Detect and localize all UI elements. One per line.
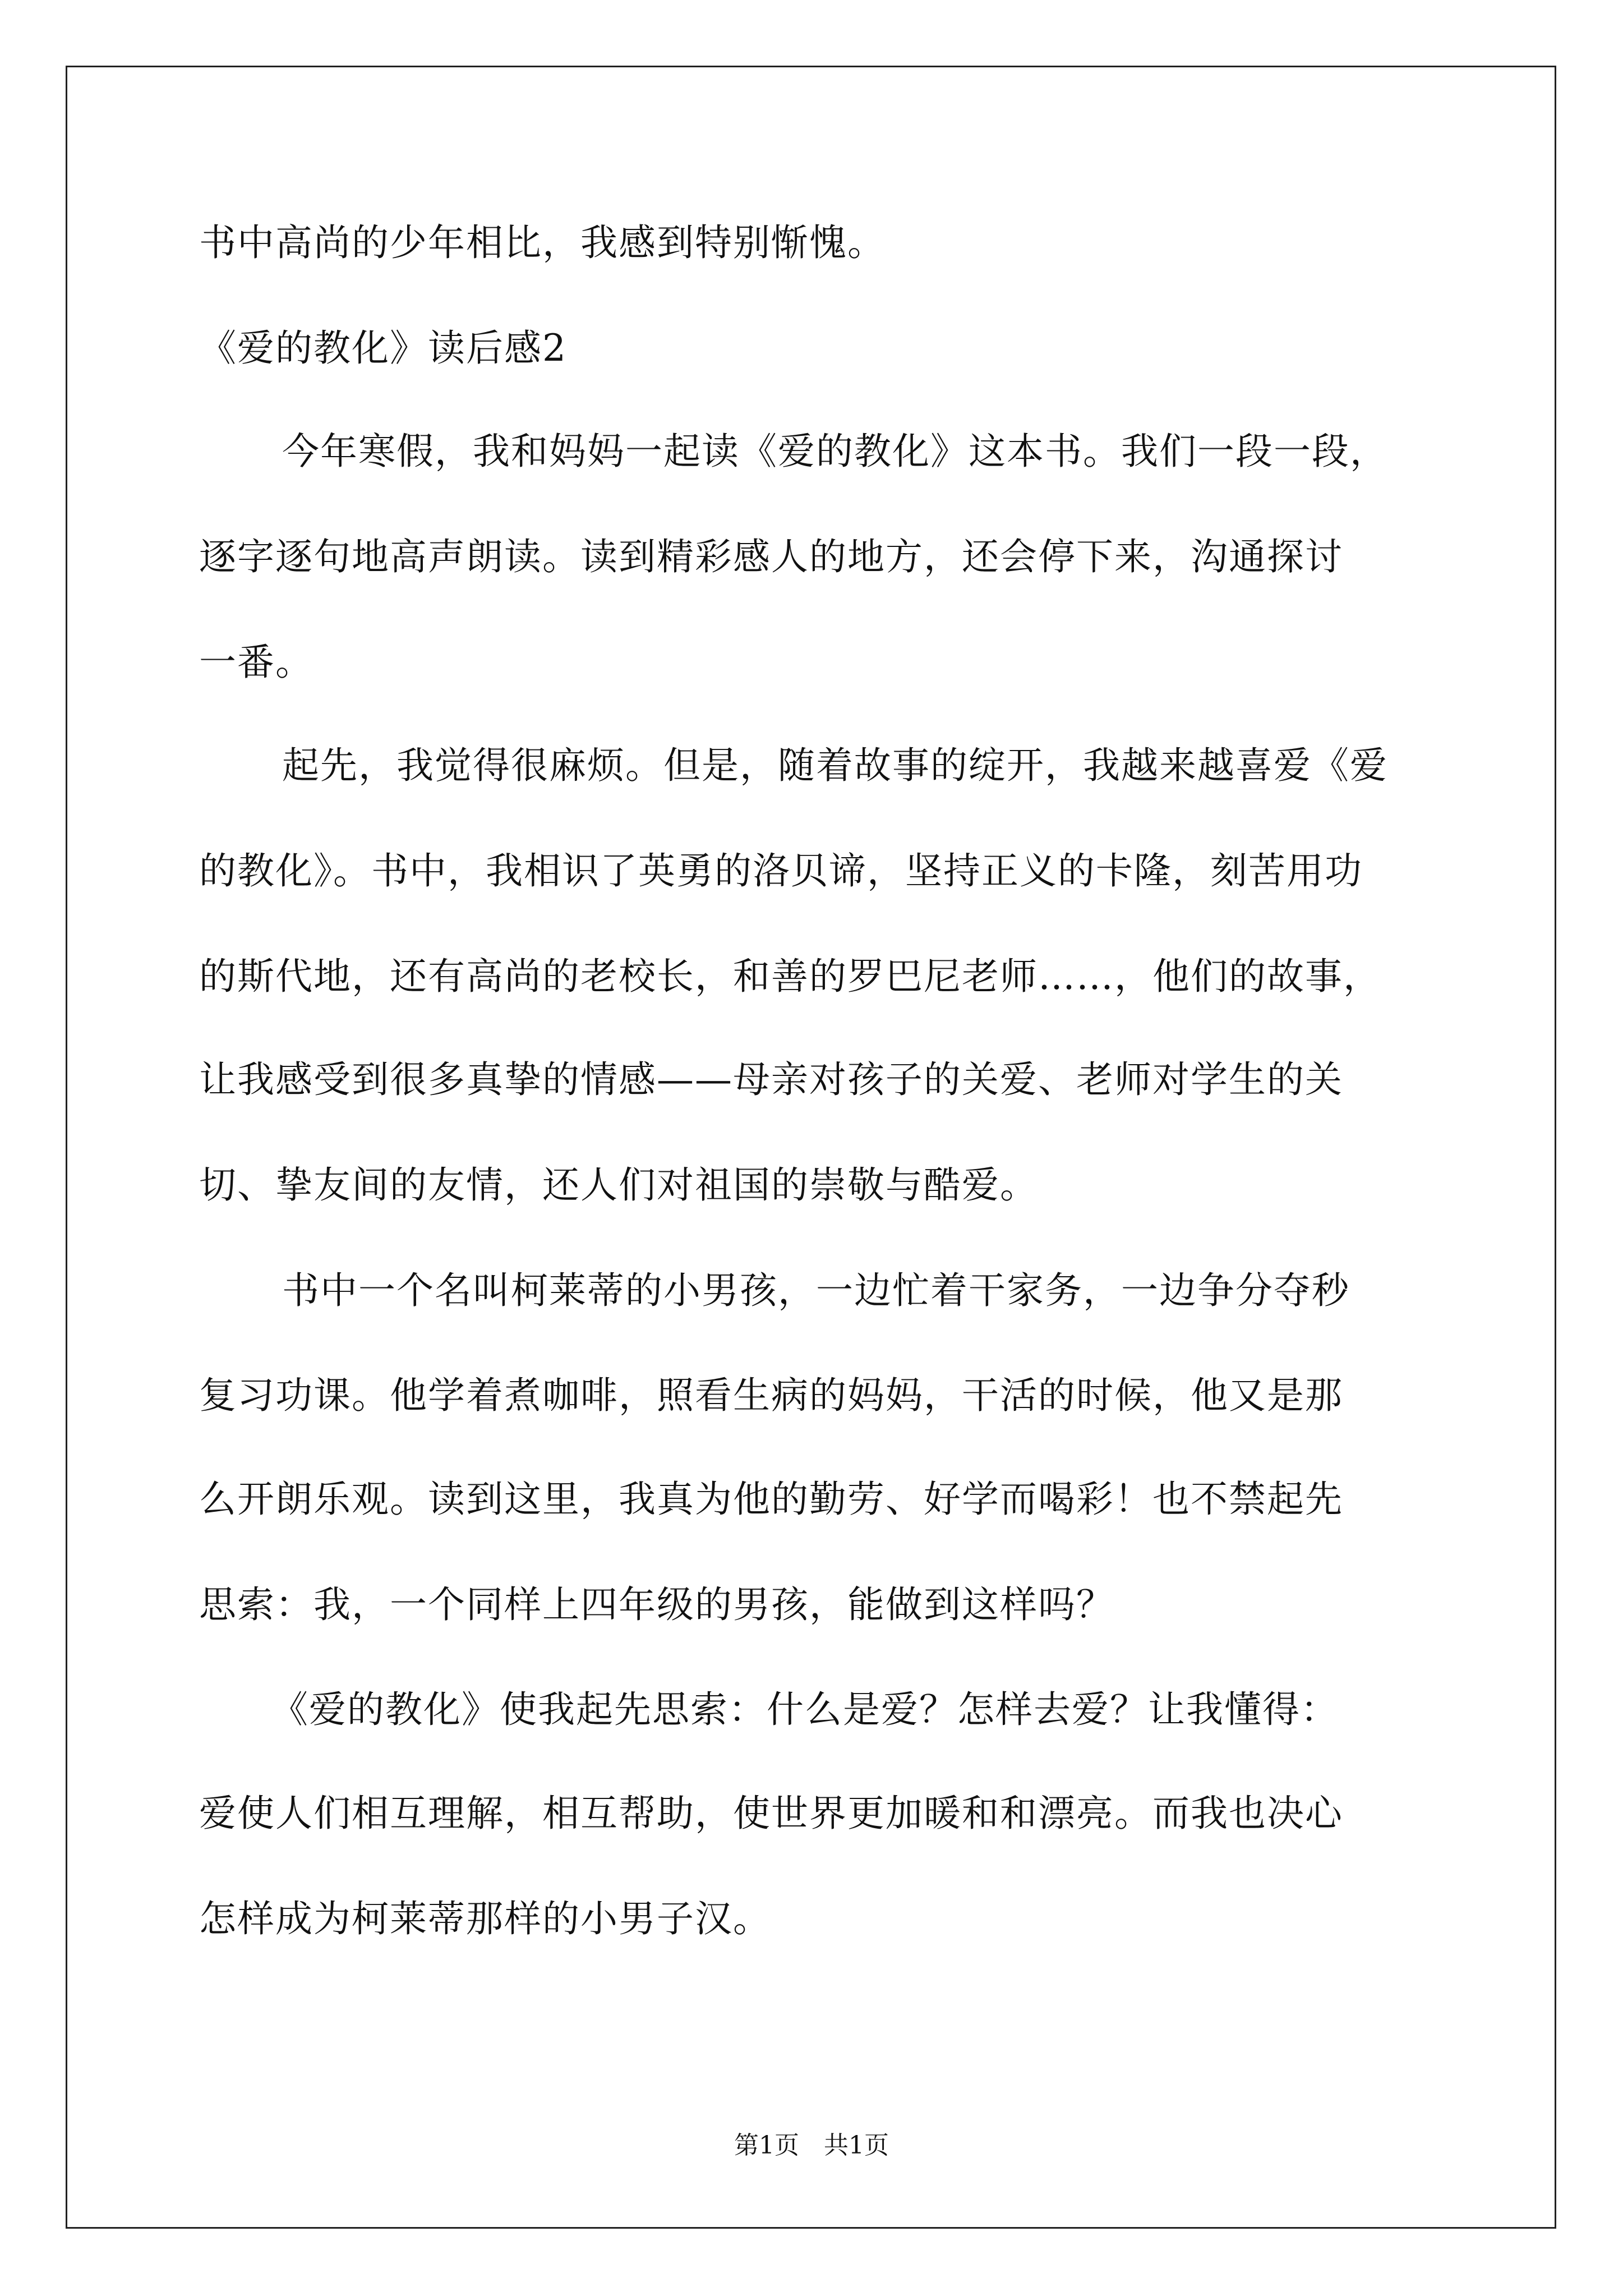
text-line: 书中高尚的少年相比，我感到特别惭愧。 — [199, 221, 886, 264]
text-line: 书中一个名叫柯莱蒂的小男孩，一边忙着干家务，一边争分夺秒 — [282, 1269, 1350, 1312]
text-line: 么开朗乐观。读到这里，我真为他的勤劳、好学而喝彩！也不禁起先 — [199, 1478, 1343, 1521]
text-line: 复习功课。他学着煮咖啡，照看生病的妈妈，干活的时候，他又是那 — [199, 1374, 1343, 1417]
page-footer: 第1页 共1页 — [734, 2131, 889, 2160]
text-line: 爱使人们相互理解，相互帮助，使世界更加暖和和漂亮。而我也决心 — [199, 1792, 1343, 1835]
text-line: 今年寒假，我和妈妈一起读《爱的教化》这本书。我们一段一段， — [282, 430, 1388, 473]
text-line: 的教化》。书中，我相识了英勇的洛贝谛，坚持正义的卡隆，刻苦用功 — [199, 849, 1363, 892]
text-line: 《爱的教化》使我起先思索：什么是爱？怎样去爱？让我懂得： — [271, 1688, 1339, 1731]
text-line: 让我感受到很多真挚的情感——母亲对孩子的关爱、老师对学生的关 — [199, 1058, 1343, 1101]
text-line: 起先，我觉得很麻烦。但是，随着故事的绽开，我越来越喜爱《爱 — [282, 744, 1388, 787]
section-title: 《爱的教化》读后感2 — [199, 326, 567, 370]
text-line: 一番。 — [199, 641, 313, 684]
text-line: 怎样成为柯莱蒂那样的小男子汉。 — [199, 1897, 771, 1940]
text-line: 的斯代地，还有高尚的老校长，和善的罗巴尼老师……，他们的故事， — [199, 955, 1381, 998]
text-line: 思索：我，一个同样上四年级的男孩，能做到这样吗？ — [199, 1583, 1114, 1626]
text-line: 切、挚友间的友情，还人们对祖国的崇敬与酷爱。 — [199, 1163, 1038, 1207]
text-line: 逐字逐句地高声朗读。读到精彩感人的地方，还会停下来，沟通探讨 — [199, 535, 1343, 578]
